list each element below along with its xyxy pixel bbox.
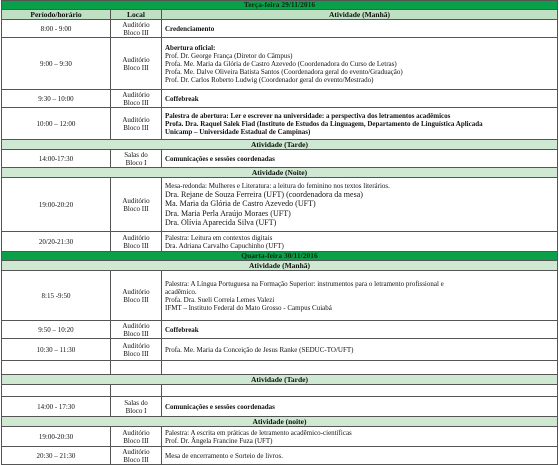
spacer-row (2, 361, 558, 375)
location-line: Auditório (122, 428, 150, 437)
activity-line: Dra. Olívia Aparecida Silva (UFT) (165, 218, 277, 227)
activity-line: Comunicações e sessões coordenadas (165, 402, 275, 411)
empty-cell (162, 361, 558, 375)
activity-line: Palestra: A escrita em práticas de letramento acadêmico-científicas (165, 428, 352, 437)
location-line: Salas do (124, 398, 148, 407)
location-cell (111, 321, 162, 339)
location-line: Bloco III (123, 349, 149, 358)
location-cell (111, 339, 162, 361)
schedule-row (2, 271, 558, 321)
schedule-row (2, 20, 558, 38)
schedule-row (2, 90, 558, 108)
section-title: Atividade (noite) (2, 417, 558, 427)
activity-line: Prof. Dr. George França (Diretor do Câmpus) (165, 51, 293, 60)
spacer-row (2, 385, 558, 397)
activity-cell (162, 232, 558, 252)
activity-line: Profa. Me. Dalve Oliveira Batista Santos (Coordenadora geral do evento/Graduação) (165, 67, 403, 76)
location-line: Auditório (122, 447, 150, 456)
time-cell: 9:50 – 10:20 (2, 321, 111, 339)
section-header (2, 417, 558, 427)
time-cell: 19:00-20:30 (2, 427, 111, 447)
section-header (2, 140, 558, 150)
day-title: Quarta-feira 30/11/2016 (2, 252, 558, 261)
schedule-row (2, 447, 558, 465)
activity-cell (162, 321, 558, 339)
section-header (2, 375, 558, 385)
schedule-table (1, 0, 558, 465)
location-cell (111, 20, 162, 38)
activity-line: Coffebreak (165, 325, 199, 334)
section-header (2, 168, 558, 178)
activity-line: Credenciamento (165, 24, 215, 33)
activity-line: Profa. Dra. Sueli Correia Lemes Valezi (165, 295, 275, 304)
location-cell (111, 232, 162, 252)
location-line: Bloco III (123, 241, 149, 250)
time-cell: 9:30 – 10:00 (2, 90, 111, 108)
location-line: Auditório (122, 233, 150, 242)
activity-line: Palestra: A Língua Portuguesa na Formação Superior: instrumentos para o letramento profissional e (165, 279, 444, 288)
location-line: Bloco III (123, 63, 149, 72)
time-cell: 19:00-20:20 (2, 178, 111, 232)
location-line: Auditório (122, 90, 150, 99)
location-cell (111, 150, 162, 168)
activity-cell (162, 447, 558, 465)
schedule-row (2, 38, 558, 90)
location-line: Bloco III (123, 28, 149, 37)
activity-line: IFMT – Instituto Federal do Mato Grosso - Campus Cuiabá (165, 303, 332, 312)
location-line: Bloco I (125, 158, 147, 167)
empty-cell (162, 385, 558, 397)
schedule-row (2, 321, 558, 339)
activity-cell (162, 38, 558, 90)
time-cell: 8:15 -9:50 (2, 271, 111, 321)
section-title: Atividade (Tarde) (2, 140, 558, 150)
time-cell: 20:30 – 21:30 (2, 447, 111, 465)
activity-line: Unicamp – Universidade Estadual de Campinas) (165, 127, 311, 136)
location-cell (111, 427, 162, 447)
empty-cell (2, 361, 111, 375)
empty-cell (111, 385, 162, 397)
schedule-row (2, 108, 558, 140)
section-header (2, 261, 558, 271)
activity-cell (162, 90, 558, 108)
location-line: Salas do (124, 150, 148, 159)
location-line: Auditório (122, 196, 150, 205)
time-cell: 10:00 – 12:00 (2, 108, 111, 140)
activity-line: Mesa-redonda: Mulheres e Literatura: a leitura do feminino nos textos literários. (165, 181, 390, 190)
time-cell: 8:00 - 9:00 (2, 20, 111, 38)
empty-cell (2, 385, 111, 397)
time-cell: 14:00 - 17:30 (2, 397, 111, 417)
activity-line: Dra. Rejane de Souza Ferreira (UFT) (coordenadora da mesa) (165, 189, 363, 199)
time-cell: 9:00 – 9:30 (2, 38, 111, 90)
activity-line: Dra. Adriana Carvalho Capuchinho (UFT) (165, 241, 284, 250)
time-header: Período/horário (2, 10, 111, 20)
location-line: Auditório (122, 287, 150, 296)
day-title: Terça-feira 29/11/2016 (2, 1, 558, 10)
activity-line: Profa. Dra. Raquel Salek Fiad (Instituto de Estudos da Linguagem, Departamento de Linguística Aplicada (165, 119, 483, 128)
activity-line: Dra. Maria Perla Araújo Moraes (UFT) (165, 208, 291, 218)
header-row (2, 10, 558, 20)
schedule-row (2, 397, 558, 417)
activity-header: Atividade (Manhã) (162, 10, 558, 20)
activity-cell (162, 150, 558, 168)
location-line: Bloco III (123, 329, 149, 338)
location-line: Bloco III (123, 436, 149, 445)
activity-cell (162, 178, 558, 232)
schedule-row (2, 232, 558, 252)
time-cell: 20/20-21:30 (2, 232, 111, 252)
location-line: Auditório (122, 341, 150, 350)
schedule-row (2, 339, 558, 361)
location-line: Bloco III (123, 455, 149, 464)
location-line: Auditório (122, 20, 150, 29)
location-line: Bloco III (123, 204, 149, 213)
location-line: Auditório (122, 321, 150, 330)
location-line: Bloco III (123, 295, 149, 304)
section-title: Atividade (Tarde) (2, 375, 558, 385)
activity-line: Prof. Dr. Ângela Francine Fuza (UFT) (165, 436, 273, 445)
activity-cell (162, 339, 558, 361)
activity-cell (162, 397, 558, 417)
location-line: Bloco III (123, 98, 149, 107)
location-header: Local (111, 10, 162, 20)
day-banner-2 (2, 252, 558, 261)
location-cell (111, 38, 162, 90)
activity-line: Mesa de encerramento e Sorteio de livros. (165, 451, 283, 460)
activity-cell (162, 271, 558, 321)
activity-line: Profa. Me. Maria da Glória de Castro Azevedo (Coordenadora do Curso de Letras) (165, 59, 397, 68)
activity-line: Profa. Me. Maria da Conceição de Jesus Ranke (SEDUC-TO/UFT) (165, 345, 354, 354)
activity-line: Ma. Maria da Glória de Castro Azevedo (UFT) (165, 199, 316, 208)
day-banner-1 (2, 1, 558, 10)
schedule-row (2, 178, 558, 232)
activity-line: Comunicações e sessões coordenadas (165, 154, 275, 163)
time-cell: 14:00-17:30 (2, 150, 111, 168)
schedule-row (2, 427, 558, 447)
location-cell (111, 90, 162, 108)
activity-cell (162, 108, 558, 140)
section-title: Atividade (Noite) (2, 168, 558, 178)
empty-cell (111, 361, 162, 375)
section-title: Atividade (Manhã) (2, 261, 558, 271)
location-line: Bloco III (123, 123, 149, 132)
location-cell (111, 447, 162, 465)
activity-line: Coffebreak (165, 94, 199, 103)
activity-cell (162, 20, 558, 38)
location-line: Auditório (122, 55, 150, 64)
location-cell (111, 108, 162, 140)
location-line: Bloco I (125, 406, 147, 415)
location-cell (111, 397, 162, 417)
activity-line: Palestra: Leitura em contextos digitais (165, 233, 273, 242)
activity-line: Palestra de abertura: Ler e escrever na universidade: a perspectiva dos letramentos acadêmicos (165, 111, 451, 120)
activity-cell (162, 427, 558, 447)
activity-line: Abertura oficial: (165, 43, 216, 52)
time-cell: 10:30 – 11:30 (2, 339, 111, 361)
schedule-row (2, 150, 558, 168)
activity-line: Prof. Dr. Carlos Roberto Ludwig (Coordenador geral do evento/Mestrado) (165, 75, 374, 84)
location-line: Auditório (122, 115, 150, 124)
activity-line: acadêmico. (165, 287, 197, 296)
location-cell (111, 271, 162, 321)
location-cell (111, 178, 162, 232)
